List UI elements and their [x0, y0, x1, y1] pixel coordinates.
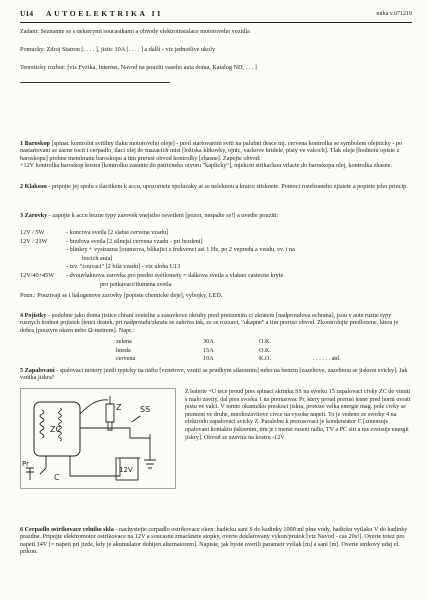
section-text: - pripojte jej spolu s tlacitkem k accu, upozornete spoluzaky at se neleknou a kratce stisknete. Pomoci rozebraneho zjistete a popiste jeho princip.: [46, 183, 408, 190]
bulb-use: - dvouvlaknova zarovka pro predni svetlomety = dalkova svetla a vlakno castecne kryte: [66, 271, 284, 279]
section-text: - spalovaci motory jezdi typicky na naftu [vznetove, vzniti se prudkym stlacenim] nebo na benzin [zazehove, zazehnou se jiskrou svicky]. Jak vznika jiskra?: [20, 367, 408, 382]
theory-line: Teoreticky rozbor: [viz Fyzika, Internet, Navod na pouziti vaseho auta doma, Katalog ND, . . . ]: [20, 64, 257, 71]
bulb-use: - blinkry + vystrazna [oranzova, blikajici s frekvenci asi 1 Hz, po 2 vepredu a vzadu, ev. i na: [66, 246, 295, 254]
section-text: - zapojte k accu bezne typy zarovek vnejsiho osvetleni [pozor, nespalte se!] a uvedte pouziti:: [47, 212, 279, 219]
task-statement: Zadani: Seznamte se s nekterymi soucastkami a obvody elektroinstalace motoroveho vozidla: [20, 28, 250, 35]
fuse-status: O.K.: [259, 346, 272, 354]
section-klakson: [20, 183, 412, 190]
ignition-circuit-sketch: [20, 388, 176, 489]
label-z: Z: [116, 403, 122, 412]
sketch-frame: [21, 389, 176, 489]
ignition-explanation: Z baterie +U tece proud pres spinaci skrinku SS na svorku 15 zapalovaci civky ZC do vinuti s malo zavity, dal pres svorku 1 na prerusovac Pr, ktery proud prerusi tesne pred horni uvrati pistu ve valci. V tomto okamziku preskoci jiskra, protoze velka energie mag. pole civky se premeni ve druhe, mnohozavitove civce na vysoke napeti. To je vedeno ze svorky 4 na elektrodu zapalovaci svicky Z. Paralelne k prerusovaci je kondenzator C [zmensuje opalovani kontaktu jiskrenim, tim je i mensi ruseni radia, TV a PC siti a tez zvetsuje energii jiskry]. Obvod se uzavira na kostru -12V: [185, 389, 411, 441]
fuse-etc: . . . . . . atd.: [313, 355, 341, 363]
section-heading: 3 Zarovky: [20, 212, 48, 219]
fuse-color: zelena: [116, 338, 132, 345]
document-title: AUTOELEKTRIKA II: [46, 9, 163, 18]
fuse-value: 10A: [203, 355, 214, 363]
bulb-use: - koncova svetla [2 slabsi cervena vzadu]: [66, 229, 169, 236]
section-text: [spinac kontrolni svitilny tlaku motoroveho oleje] - pred startovanim sviti na palubni desce mj. cervena kontrolka se symbolem olejnicky - po nastartovani se zacne tocit i cerpadlo, tlaci olej do mazacich mist [ložiska klikovky, ojnic, vackove hridele, pisty ve valcich]. Tlak oleje [hodnotu opiste z baroskopu] prohne membranu baroskopu a tim prerusi obvod kontrolky [zhasne]. Zapojte obvod:: [20, 140, 403, 162]
bulb-type: 12V / 5W: [20, 229, 45, 236]
fuse-color: hneda: [116, 346, 131, 354]
section-text: - podobne jako doma jistice chrani svetelne a zasuvkove okruhy pred pretizenim ci zkratem [nadproudova ochrana], jsou v aute ruzne typy ruznych hodnot pojistek [tenci dratek, pri nadproudu/zkratu se zahriva tak, ze se rozzavi, "ukapne" a tim prerusi obvod. Zkontrolujte predlozene, ktera je dobra [pouzym okem nebo Ω-metrem]. Napr.:: [20, 312, 399, 334]
fuse-value: 30A: [203, 338, 214, 345]
section-baroskop: [20, 140, 412, 170]
fuse-color: cervena: [116, 355, 136, 363]
section-pojistky: [20, 312, 412, 334]
bulb-use: - brzdova svetla [2 silnejsi cervena vzadu - pri brzdeni]: [66, 237, 203, 245]
section-heading: 5 Zapalovani: [20, 367, 55, 374]
section-zarovky: [20, 212, 412, 219]
section-zapalovani: [20, 367, 412, 382]
section-text-continued: +12V kontrolka baroskop kostra [kontrolku zasunte do patricneho otvoru "kaplicky"], injekcni strikackou vtlacte do baroskopu olej, kontrolka zhasne.: [20, 162, 393, 170]
label-zc: ZC: [50, 425, 62, 434]
section-heading: 4 Pojistky: [20, 312, 47, 319]
section-heading: 1 Baroskop: [20, 140, 50, 147]
bulb-table: [20, 229, 412, 289]
page-header: [20, 10, 412, 22]
label-c: C: [54, 473, 60, 482]
fuse-status: K.O.: [259, 355, 272, 363]
section-cerpadlo: [20, 526, 412, 556]
bulb-note: Pozn.: Pouzivaji se i halogenove zarovky [popiste chemicke deje], vybojky, LED.: [20, 292, 223, 299]
document-date: mika v.071219: [376, 11, 412, 17]
task-code: U14: [20, 9, 34, 18]
label-ss: SS: [140, 405, 151, 414]
header-divider: [20, 22, 412, 23]
label-pr: Pr: [22, 460, 29, 468]
bulb-use: bocich auta]: [82, 254, 113, 262]
section-divider: [20, 82, 170, 83]
fuse-status: O.K.: [259, 338, 272, 345]
bulb-type: 12V / 21W: [20, 237, 48, 245]
equipment-line: Pomucky: Zdroj Statron [. . . . ], jistic 10A [. . . . ] a další - viz jednotlive ukoly: [20, 46, 216, 53]
fuse-value: 15A: [203, 346, 214, 354]
fuse-table: [20, 338, 412, 364]
label-12v: 12V: [119, 466, 133, 474]
section-heading: 6 Cerpadlo ostrikovace celniho skla: [20, 526, 114, 533]
bulb-use: - tzv. "couvaci" [2 bila vzadu] - viz uloha U13: [66, 263, 181, 271]
section-text: - nachystejte cerpadlo ostrikovace oken: hadicku sani S do kadinky 1000 ml plne vody, hadicku vytlaku V do kadinky prazdne. Pripojte elektromotor ostrikovace na 12V a soucasne zmacknete stopky, overte deklarovany vykon/prutok [viz Navod - cas 20s!]. Overte totez pro napeti 14V [= napeti pri jizde, kdy je akumulator dobijen alternatorem]. Napiste, jak byste overili parametr vytlak [m] a sani [m]. Overte strikovy udaj el. prikon.: [20, 526, 408, 556]
bulb-type: 12V/40+45W: [20, 271, 55, 279]
section-heading: 2 Klakson: [20, 183, 47, 190]
bulb-use: pro potkavaci/tlumena svetla: [100, 280, 172, 288]
